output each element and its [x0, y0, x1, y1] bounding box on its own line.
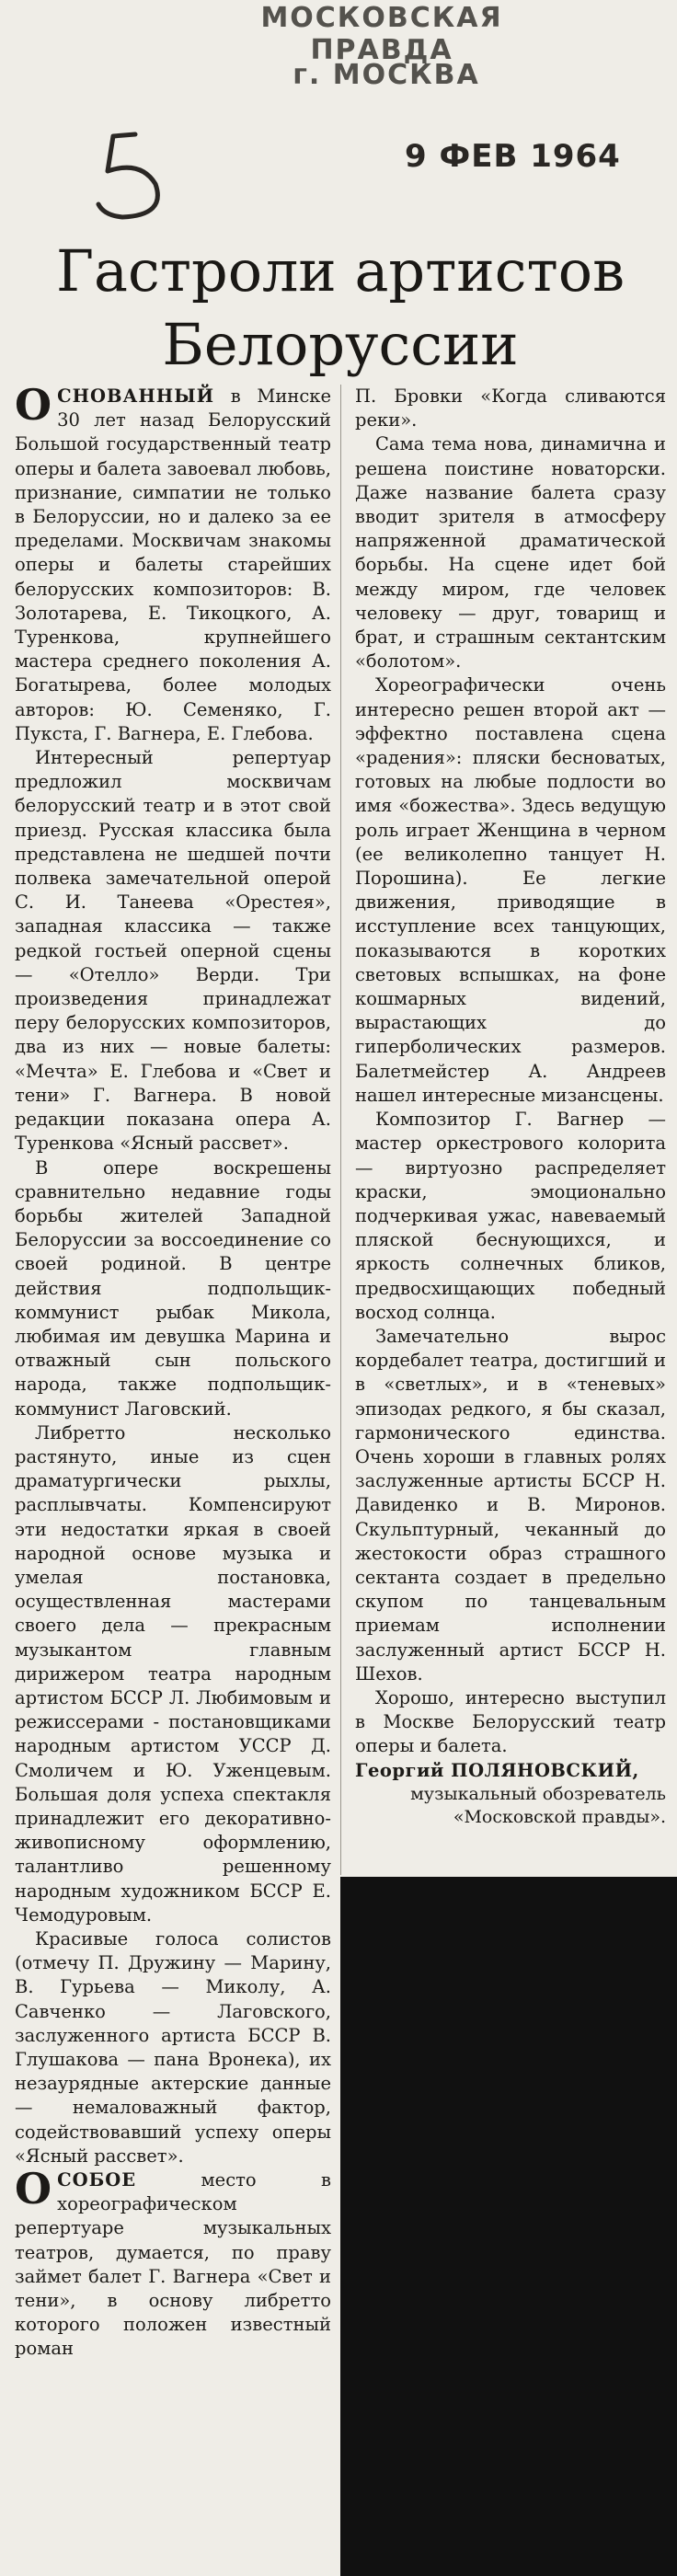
headline-line-2: Белоруссии [162, 311, 519, 378]
paragraph: Интересный репертуар предложил москвичам белорусский театр и в этот свой приезд. Русская классика была представлена не шедшей почти полвека замечательной оперой С. И. Танеева «Орестея», западная классика — также редкой гостьей оперной сцены — «Отелло» Верди. Три произведения принадлежат перу белорусских композиторов, два из них — новые балеты: «Мечта» Е. Глебова и «Свет и тени» Г. Вагнера. В новой редакции показана опера А. Туренкова «Ясный рассвет». [15, 747, 331, 1155]
headline [18, 235, 662, 382]
stamp-newspaper-name: МОСКОВСКАЯ ПРАВДА [260, 2, 503, 66]
article-column-right [355, 385, 666, 1829]
lead-word: СОБОЕ [57, 2169, 137, 2191]
author-role: музыкальный обозреватель «Московской правды». [410, 1783, 666, 1827]
author-name: Георгий ПОЛЯНОВСКИЙ, [355, 1759, 639, 1781]
drop-cap: О [15, 2164, 52, 2214]
paragraph: Сама тема нова, динамична и решена поистине новаторски. Даже название балета сразу вводит зрителя в атмосферу напряженной драматической борьбы. На сцене идет бой между миром, где человек человеку — друг, товарищ и брат, и страшным сектантским «болотом». [355, 433, 666, 673]
paragraph: Замечательно вырос кордебалет театра, достигший и в «светлых», и в «теневых» эпизодах редкого, я бы сказал, гармонического единства. Очень хороши в главных ролях заслуженные артисты БССР Н. Давиденко и В. Миронов. Скульптурный, чеканный до жестокости образ страшного сектанта создает в предельно скупом по танцевальным приемам исполнении заслуженный артист БССР Н. Шехов. [355, 1325, 666, 1685]
stamp-date: 9 ФЕВ 1964 [405, 138, 621, 175]
drop-cap: О [15, 380, 52, 430]
paragraph [15, 2164, 331, 2362]
headline-line-1: Гастроли артистов [55, 237, 625, 305]
article-body [0, 380, 677, 2576]
handwritten-number-mark [87, 127, 189, 228]
paragraph-text: в Минске 30 лет назад Белорусский Большой государственный театр оперы и балета завоевал любовь, признание, симпатии не только в Белоруссии, но и далеко за ее пределами. Москвичам знакомы оперы и балеты старейших белорусских композиторов: В. Золотарева, Е. Тикоцкого, А. Туренкова, крупнейшего мастера среднего поколения А. Богатырева, более молодых авторов: Ю. Семеняко, Г. Пукста, Г. Вагнера, Е. Глебова. [15, 385, 331, 744]
paragraph: П. Бровки «Когда сливаются реки». [355, 385, 666, 431]
lead-word: СНОВАННЫЙ [57, 385, 215, 407]
archive-stamp [0, 0, 677, 212]
paragraph-text: место в хореографическом репертуаре музыкальных театров, думается, по праву займет балет Г. Вагнера «Свет и тени», в основу либретто которого положен известный роман [15, 2169, 331, 2360]
article-column-left [15, 380, 331, 2362]
paragraph: Хорошо, интересно выступил в Москве Белорусский театр оперы и балета. [355, 1686, 666, 1757]
paragraph: В опере воскрешены сравнительно недавние годы борьбы жителей Западной Белоруссии за воссоединение со своей родиной. В центре действия подпольщик-коммунист рыбак Микола, любимая им девушка Марина и отважный сын польского народа, также подпольщик-коммунист Лаговский. [15, 1156, 331, 1420]
stamp-city: г. МОСКВА [293, 59, 480, 91]
paragraph: Либретто несколько растянуто, иные из сцен драматургически рыхлы, расплывчаты. Компенсируют эти недостатки яркая в своей народной основе музыка и умелая постановка, осуществленная мастерами своего дела — прекрасным музыкантом главным дирижером театра народным артистом БССР Л. Любимовым и режиссерами - постановщиками народным артистом УССР Д. Смоличем и Ю. Уженцевым. Большая доля успеха спектакля принадлежит его декоративно-живописному оформлению, талантливо решенному народным художником БССР Е. Чемодуровым. [15, 1421, 331, 1926]
paragraph [15, 380, 331, 746]
paragraph: Композитор Г. Вагнер — мастер оркестрового колорита — виртуозно распределяет краски, эмоционально подчеркивая ужас, навеваемый пляской беснующихся, и яркость солнечных бликов, предвосхищающих победный восход солнца. [355, 1109, 666, 1323]
author-signature [355, 1759, 666, 1783]
paragraph: Красивые голоса солистов (отмечу П. Дружину — Марину, В. Гурьева — Миколу, А. Савченко — Лаговского, заслуженного артиста БССР В. Глушакова — пана Вронека), их незаурядные актерские данные — немаловажный фактор, содействовавший успеху оперы «Ясный рассвет». [15, 1928, 331, 2167]
paragraph: Хореографически очень интересно решен второй акт — эффектно поставлена сцена «радения»: пляски бесноватых, готовых на любые подлости во имя «божества». Здесь ведущую роль играет Женщина в черном (ее великолепно танцует Н. Порошина). Ее легкие движения, приводящие в исступление всех танцующих, показываются в коротких световых вспышках, на фоне кошмарных видений, вырастающих до гиперболических размеров. Балетмейстер А. Андреев нашел интересные мизансцены. [355, 674, 666, 1106]
